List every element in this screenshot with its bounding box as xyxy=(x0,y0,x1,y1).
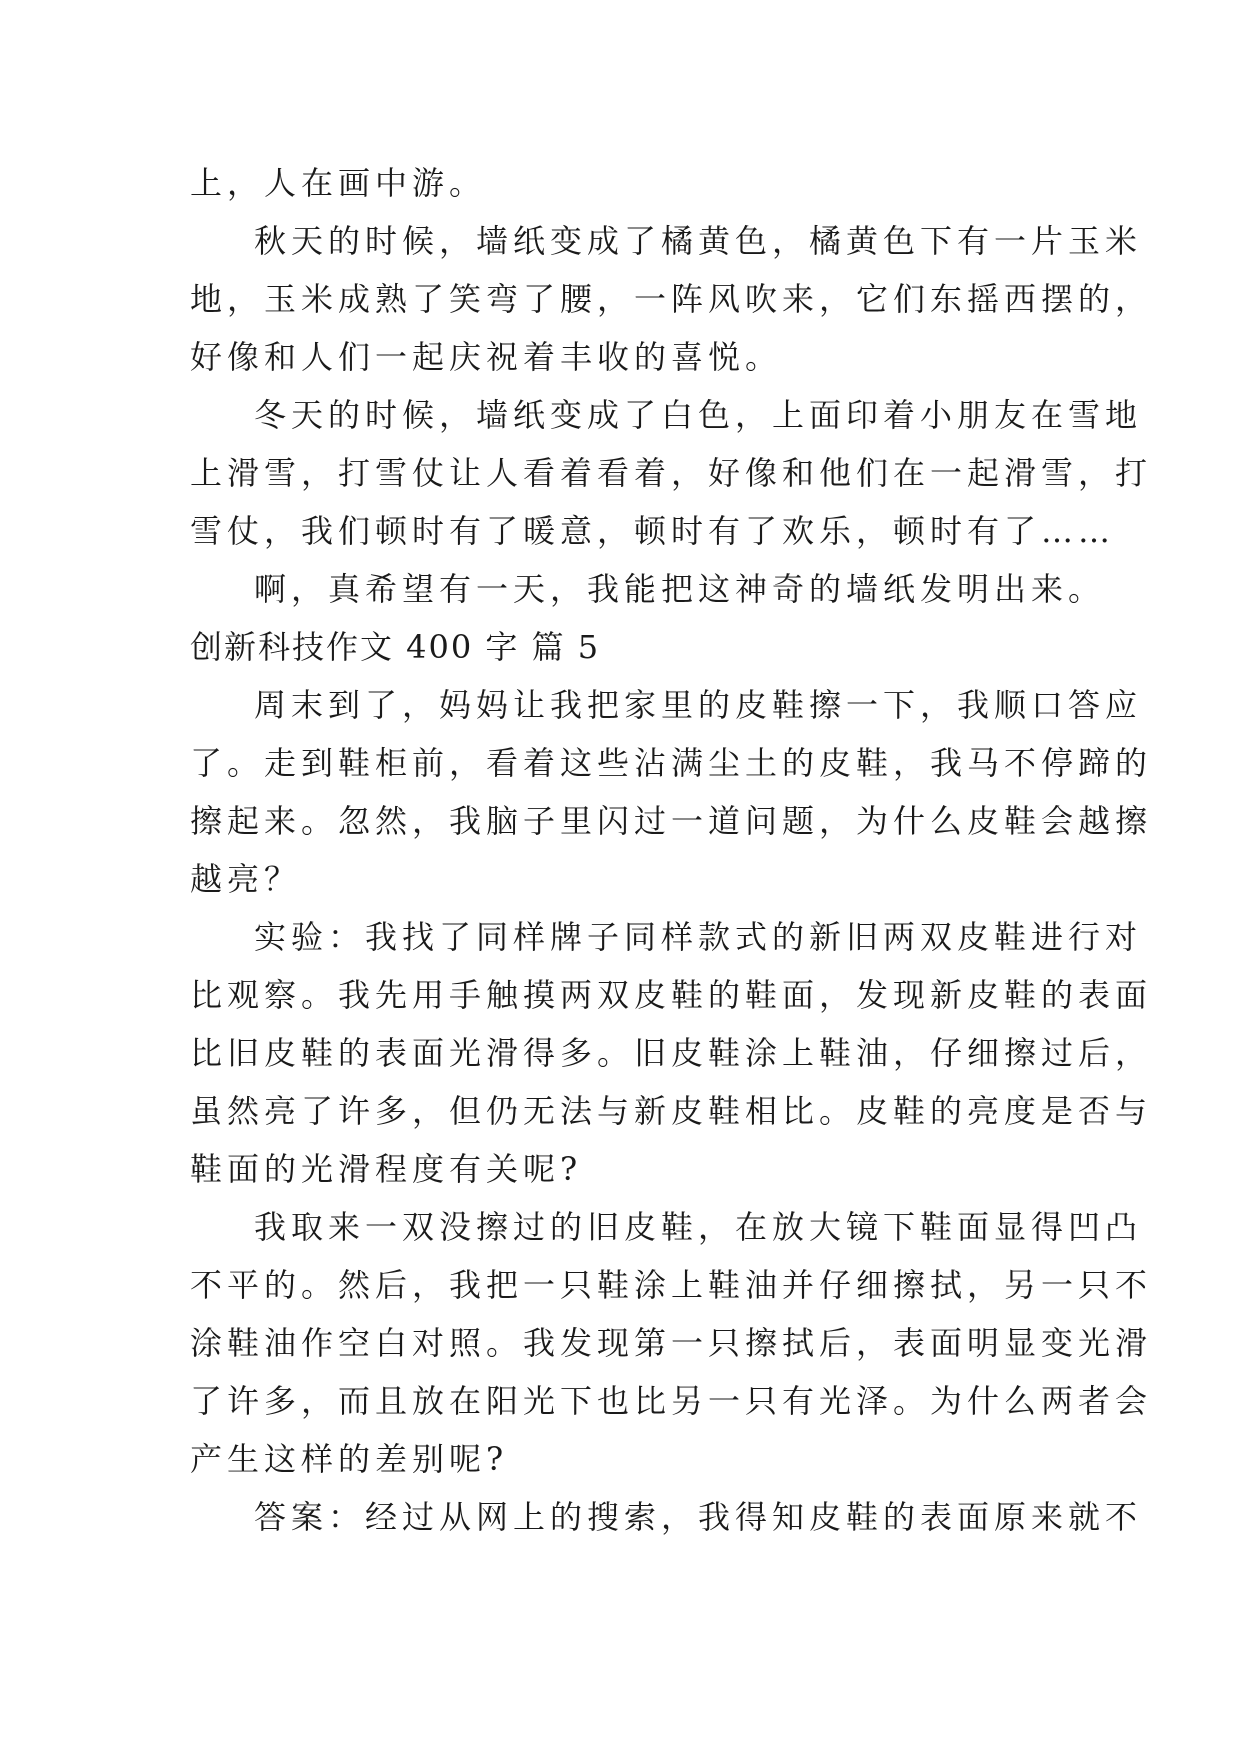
paragraph-start: 秋天的时候，墙纸变成了橘黄色，橘黄色下有一片玉米 xyxy=(254,222,1143,260)
text-line: 不平的。然后，我把一只鞋涂上鞋油并仔细擦拭，另一只不 xyxy=(190,1266,1153,1304)
text-line: 擦起来。忽然，我脑子里闪过一道问题，为什么皮鞋会越擦 xyxy=(190,802,1153,840)
paragraph-start: 答案：经过从网上的搜索，我得知皮鞋的表面原来就不 xyxy=(254,1498,1143,1536)
paragraph-start: 冬天的时候，墙纸变成了白色，上面印着小朋友在雪地 xyxy=(254,396,1143,434)
paragraph-start: 实验：我找了同样牌子同样款式的新旧两双皮鞋进行对 xyxy=(254,918,1143,956)
section-heading: 创新科技作文 400 字 篇 5 xyxy=(190,628,601,666)
text-line: 涂鞋油作空白对照。我发现第一只擦拭后，表面明显变光滑 xyxy=(190,1324,1153,1362)
text-line: 上，人在画中游。 xyxy=(190,164,487,202)
text-line: 了。走到鞋柜前，看着这些沾满尘土的皮鞋，我马不停蹄的 xyxy=(190,744,1153,782)
document-body xyxy=(190,154,1153,1546)
paragraph-start: 啊，真希望有一天，我能把这神奇的墙纸发明出来。 xyxy=(254,570,1106,608)
text-line: 了许多，而且放在阳光下也比另一只有光泽。为什么两者会 xyxy=(190,1382,1153,1420)
text-line: 比旧皮鞋的表面光滑得多。旧皮鞋涂上鞋油，仔细擦过后， xyxy=(190,1034,1153,1072)
paragraph-start: 我取来一双没擦过的旧皮鞋，在放大镜下鞋面显得凹凸 xyxy=(254,1208,1143,1246)
text-line: 虽然亮了许多，但仍无法与新皮鞋相比。皮鞋的亮度是否与 xyxy=(190,1092,1153,1130)
paragraph-start: 周末到了，妈妈让我把家里的皮鞋擦一下，我顺口答应 xyxy=(254,686,1143,724)
text-line: 产生这样的差别呢? xyxy=(190,1440,509,1478)
text-line: 鞋面的光滑程度有关呢? xyxy=(190,1150,583,1188)
text-line: 越亮？ xyxy=(190,860,302,898)
text-line: 上滑雪，打雪仗让人看着看着，好像和他们在一起滑雪，打 xyxy=(190,454,1153,492)
text-line: 好像和人们一起庆祝着丰收的喜悦。 xyxy=(190,338,783,376)
text-line: 雪仗，我们顿时有了暖意，顿时有了欢乐，顿时有了…… xyxy=(190,512,1116,550)
text-line: 地，玉米成熟了笑弯了腰，一阵风吹来，它们东摇西摆的， xyxy=(190,280,1153,318)
text-line: 比观察。我先用手触摸两双皮鞋的鞋面，发现新皮鞋的表面 xyxy=(190,976,1153,1014)
